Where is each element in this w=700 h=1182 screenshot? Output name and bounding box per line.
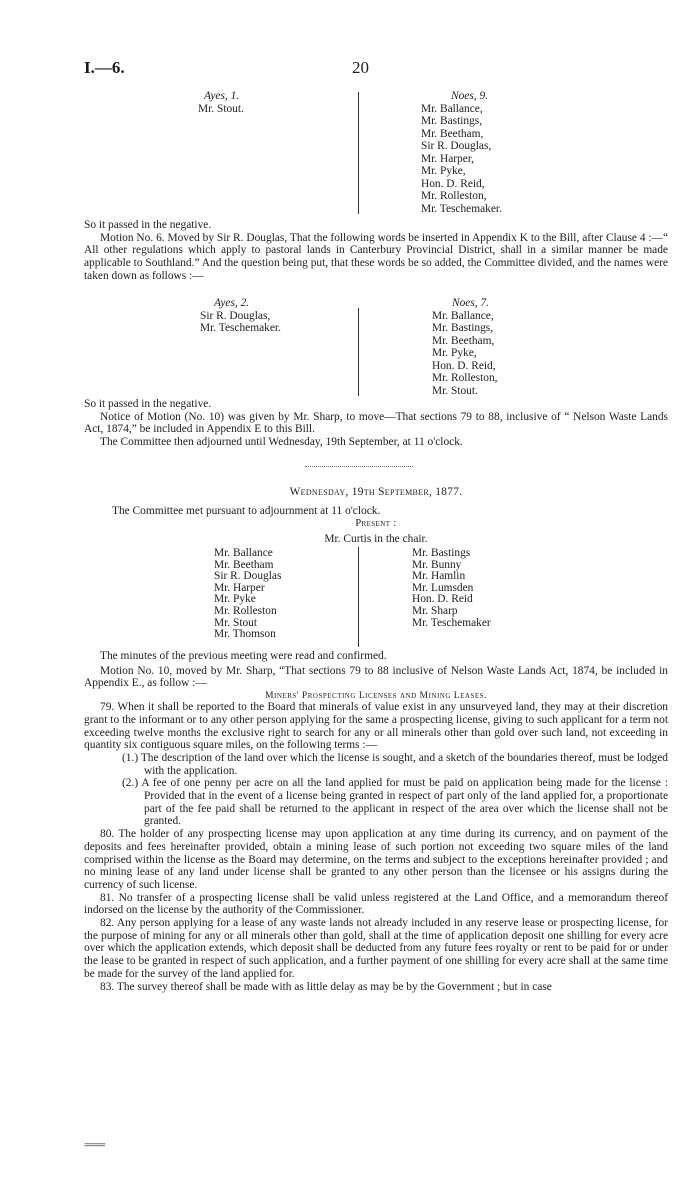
attendee: Mr. Bastings <box>412 547 471 559</box>
meeting-text: The Committee met pursuant to adjournment at 11 o'clock. <box>112 505 381 517</box>
noes-member: Mr. Bastings, <box>421 115 483 127</box>
noes-member: Sir R. Douglas, <box>421 140 492 152</box>
page-number: 20 <box>352 58 369 77</box>
attendee: Mr. Ballance <box>214 547 273 559</box>
noes-member: Hon. D. Reid, <box>421 177 485 190</box>
noes-member: Mr. Ballance, <box>432 309 494 322</box>
noes-member: Mr. Pyke, <box>432 347 477 359</box>
section-83: 83. The survey thereof shall be made with as little delay as may be by the Government ; but in case <box>100 980 552 993</box>
section-81: 81. No transfer of a prospecting license shall be valid unless registered at the Land Office, and a memorandum thereof indorsed on the license by the authority of the Commissioner. <box>84 891 668 917</box>
attendee: Mr. Bunny <box>412 558 462 571</box>
minutes-part2 <box>84 398 668 449</box>
noes-member: Mr. Stout. <box>432 384 478 397</box>
chair-text: Mr. Curtis in the chair. <box>324 533 428 546</box>
noes-heading: Noes, 9. <box>451 90 489 102</box>
present-heading: Present : <box>355 517 397 529</box>
result-text: So it passed in the negative. <box>84 398 212 410</box>
attendee: Mr. Lumsden <box>412 581 474 594</box>
noes-member: Mr. Beetham, <box>432 334 495 347</box>
attendee: Sir R. Douglas <box>214 570 282 583</box>
ayes-heading: Ayes, 1. <box>204 90 240 102</box>
ayes-member: Sir R. Douglas, <box>200 309 271 322</box>
section-79: 79. When it shall be reported to the Board that minerals of value exist in any unsurveyed land, they may at their discretion grant to the informant or to any other person applying for the same a prospecting license, giving to such applicant for a term not exceeding twelve months the exclusive right to search for any or all minerals other than gold over such land, not exceeding in quantity six contiguous square miles, on the following terms :— <box>84 701 668 752</box>
attendee: Mr. Rolleston <box>214 604 277 617</box>
division2-noes <box>432 297 498 397</box>
attendee: Mr. Sharp <box>412 604 458 617</box>
noes-member: Mr. Harper, <box>421 152 474 165</box>
noes-heading: Noes, 7. <box>452 297 490 309</box>
ayes-member: Mr. Teschemaker. <box>200 322 281 334</box>
result-text: So it passed in the negative. <box>84 219 212 231</box>
section-79-clause-2: (2.) A fee of one penny per acre on all the land applied for must be paid on application being made for the license : Provided that in the event of a license being granted in respect of part only of the land applied for, a proportionate part of the fee paid shall be returned to the applicant in respect of the area over which the license shall not be granted. <box>122 777 668 828</box>
division1-ayes <box>198 90 244 115</box>
division1-noes <box>421 90 502 215</box>
minutes-part1 <box>84 219 668 283</box>
section-title: Miners' Prospecting Licenses and Mining Leases. <box>265 690 487 702</box>
section-79-clause-1: (1.) The description of the land over which the license is sought, and a sketch of the boundaries thereof, must be lodged with the application. <box>122 751 668 777</box>
section-80: 80. The holder of any prospecting license may upon application at any time during its currency, and on payment of the deposits and fees hereinafter provided, obtain a mining lease of such portion not exceeding two square miles of the land comprised within the license as the Board may determine, on the terms and subject to the exceptions hereinafter provided ; and no mining lease of any land under license shall be granted to any other person than the licensee or his assigns during the currency of such license. <box>84 828 668 891</box>
attendee: Mr. Thomson <box>214 628 276 641</box>
printer-mark: ===== <box>84 1140 105 1150</box>
vote-divider <box>358 308 359 396</box>
attendee: Mr. Beetham <box>214 558 274 571</box>
attendee: Mr. Harper <box>214 581 265 594</box>
motion-6-text: Motion No. 6. Moved by Sir R. Douglas, That the following words be inserted in Appendix K to the Bill, after Clause 4 :—“ All other regulations which apply to pastoral lands in Canterbury Provincial District, shall in a similar manner be made applicable to Southland.” And the question being put, that these words be so added, the Committee divided, and the names were taken down as follows :— <box>84 231 668 282</box>
attendee: Hon. D. Reid <box>412 593 473 606</box>
attendee: Mr. Teschemaker <box>412 616 491 629</box>
attendee: Mr. Pyke <box>214 593 256 606</box>
motion-10-text: Motion No. 10, moved by Mr. Sharp, “That sections 79 to 88 inclusive of Nelson Waste Lands Act, 1874, be included in Appendix E., as follow :— <box>84 664 668 690</box>
meeting-opening <box>84 505 668 546</box>
attendee: Mr. Hamlin <box>412 570 466 583</box>
attendance-divider <box>358 547 359 647</box>
noes-member: Mr. Rolleston, <box>421 190 487 202</box>
minutes-confirmed-text: The minutes of the previous meeting were read and confirmed. <box>100 650 387 662</box>
attendance-right <box>412 548 491 629</box>
adjournment-text: The Committee then adjourned until Wednesday, 19th September, at 11 o'clock. <box>100 436 463 449</box>
noes-member: Mr. Rolleston, <box>432 372 498 384</box>
ayes-heading: Ayes, 2. <box>214 297 250 309</box>
noes-member: Mr. Teschemaker. <box>421 202 502 215</box>
minutes-part3 <box>84 650 668 993</box>
noes-member: Mr. Ballance, <box>421 102 483 115</box>
noes-member: Hon. D. Reid, <box>432 359 496 372</box>
attendance-left <box>214 548 281 641</box>
document-code: I.—6. <box>84 58 125 77</box>
section-separator <box>305 466 413 467</box>
noes-member: Mr. Beetham, <box>421 127 484 140</box>
attendee: Mr. Stout <box>214 616 258 629</box>
meeting-date-heading: Wednesday, 19th September, 1877. <box>289 486 463 498</box>
division2-ayes <box>200 297 281 335</box>
ayes-member: Mr. Stout. <box>198 102 244 115</box>
vote-divider <box>358 92 359 214</box>
noes-member: Mr. Pyke, <box>421 165 466 177</box>
notice-of-motion-text: Notice of Motion (No. 10) was given by Mr. Sharp, to move—That sections 79 to 88, inclusive of “ Nelson Waste Lands Act, 1874,” be included in Appendix E to this Bill. <box>84 410 668 436</box>
section-82: 82. Any person applying for a lease of any waste lands not already included in any reserve lease or prospecting license, for the purpose of mining for any or all minerals other than gold, shall at the time of application deposit one shilling for every acre over which the application extends, which deposit shall be deducted from any future fees royalty or rent to be paid for or under the lease to be granted in respect of such application, and a further payment of one shilling for every acre shall at the same time be made for the survey of the land applied for. <box>84 917 668 980</box>
noes-member: Mr. Bastings, <box>432 322 494 334</box>
